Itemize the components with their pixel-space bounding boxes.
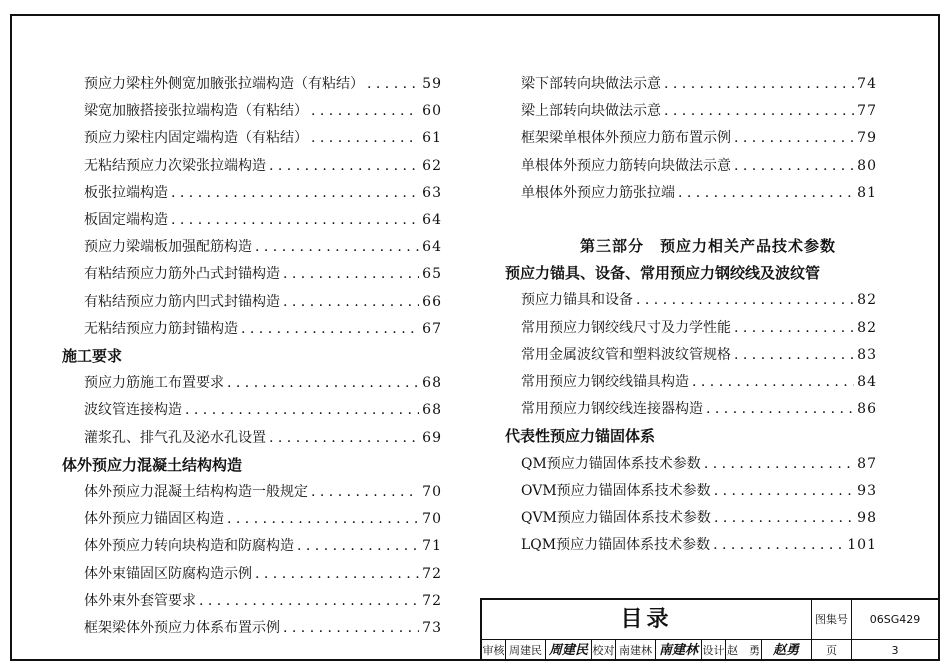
toc-entry-title: 有粘结预应力筋内凹式封锚构造: [84, 293, 280, 310]
dot-leader: [283, 292, 419, 312]
toc-entry: [505, 101, 877, 121]
dot-leader: [713, 535, 844, 555]
toc-entry-page: 72: [422, 565, 442, 582]
toc-entry: [62, 564, 442, 584]
dot-leader: [692, 372, 854, 392]
toc-entry: [505, 454, 877, 474]
toc-entry-page: 67: [422, 320, 442, 337]
toc-entry-page: 71: [422, 538, 442, 555]
toc-entry-page: 86: [857, 401, 877, 418]
toc-entry-title: 体外预应力混凝土结构构造一般规定: [84, 484, 308, 500]
toc-entry-page: 62: [422, 157, 442, 174]
toc-entry-page: 68: [422, 402, 442, 419]
toc-entry: [62, 292, 442, 312]
dot-leader: [255, 237, 419, 257]
dot-leader: [283, 264, 419, 284]
toc-entry-title: 常用预应力钢绞线尺寸及力学性能: [521, 319, 731, 336]
toc-entry-title: 预应力筋施工布置要求: [84, 375, 224, 392]
atlas-label: 图集号: [812, 600, 852, 640]
toc-entry-page: 80: [857, 157, 877, 174]
toc-entry: [62, 536, 442, 556]
toc-entry-title: 预应力梁端板加强配筋构造: [84, 239, 252, 256]
dot-leader: [241, 319, 419, 339]
toc-entry-title: 梁宽加腋搭接张拉端构造（有粘结）: [84, 103, 308, 120]
dot-leader: [714, 508, 854, 528]
dot-leader: [269, 428, 419, 448]
toc-entry-page: 74: [857, 76, 877, 92]
toc-entry: [505, 290, 877, 310]
toc-entry: [62, 400, 442, 420]
toc-entry-page: 64: [422, 239, 442, 256]
dot-leader: [171, 210, 419, 230]
toc-entry-title: 预应力梁柱内固定端构造（有粘结）: [84, 130, 308, 147]
page-label: 页: [812, 640, 852, 661]
dot-leader: [734, 318, 854, 338]
designer-signature: 赵勇: [772, 643, 799, 658]
toc-entry: [505, 318, 877, 338]
reviewer-name: 周建民: [506, 640, 546, 661]
toc-entry: [62, 210, 442, 230]
toc-entry-page: 77: [857, 103, 877, 120]
section-heading: 代表性预应力锚固体系: [505, 427, 656, 446]
toc-entry-title: QM预应力锚固体系技术参数: [521, 455, 701, 472]
section-heading: 体外预应力混凝土结构构造: [62, 455, 243, 474]
toc-entry: [505, 508, 877, 528]
checker-signature: 南建林: [656, 640, 702, 661]
part-heading: 第三部分 预应力相关产品技术参数: [580, 237, 837, 255]
toc-entry-title: 板固定端构造: [84, 212, 168, 228]
toc-entry-title: 预应力梁柱外侧宽加腋张拉端构造（有粘结）: [84, 76, 364, 92]
toc-entry-page: 64: [422, 212, 442, 228]
toc-entry-title: 梁上部转向块做法示意: [521, 103, 661, 120]
review-label: 审核: [482, 640, 506, 661]
dot-leader: [199, 591, 419, 611]
dot-leader: [311, 101, 419, 121]
toc-entry: [62, 101, 442, 121]
dot-leader: [283, 618, 419, 638]
section-heading: 预应力锚具、设备、常用预应力钢绞线及波纹管: [505, 264, 821, 283]
toc-entry-page: 83: [857, 346, 877, 363]
toc-entry-title: 体外预应力转向块构造和防腐构造: [84, 538, 294, 555]
designer-name: 赵 勇: [726, 640, 762, 661]
toc-entry-title: 预应力锚具和设备: [521, 292, 633, 309]
toc-entry-page: 66: [422, 293, 442, 310]
dot-leader: [664, 74, 854, 94]
checker-name: 南建林: [616, 640, 656, 661]
toc-entry: [505, 399, 877, 419]
toc-entry: [62, 156, 442, 176]
toc-entry-page: 59: [422, 76, 442, 92]
toc-entry-page: 98: [857, 510, 877, 526]
toc-entry: [505, 535, 877, 555]
toc-entry: [62, 237, 442, 257]
toc-entry-title: 无粘结预应力筋封锚构造: [84, 320, 238, 337]
toc-entry: [62, 509, 442, 529]
toc-entry-page: 72: [422, 592, 442, 609]
toc-entry-page: 70: [422, 484, 442, 500]
dot-leader: [185, 400, 419, 420]
toc-entry-title: 单根体外预应力筋张拉端: [521, 184, 675, 201]
toc-entry-title: 框架梁单根体外预应力筋布置示例: [521, 130, 731, 147]
toc-entry: [505, 183, 877, 203]
dot-leader: [714, 481, 854, 501]
toc-entry-title: 有粘结预应力筋外凸式封锚构造: [84, 266, 280, 283]
toc-entry-title: QVM预应力锚固体系技术参数: [521, 510, 711, 526]
dot-leader: [664, 101, 854, 121]
page-number: 3: [891, 644, 899, 657]
toc-entry-title: 常用预应力钢绞线连接器构造: [521, 401, 703, 418]
dot-leader: [297, 536, 419, 556]
reviewer-signature: 周建民: [546, 640, 592, 661]
dot-leader: [227, 509, 419, 529]
toc-entry-title: 框架梁体外预应力体系布置示例: [84, 620, 280, 636]
design-label: 设计: [702, 640, 726, 661]
toc-entry-page: 69: [422, 429, 442, 446]
dot-leader: [171, 183, 419, 203]
toc-entry-page: 79: [857, 130, 877, 147]
dot-leader: [636, 290, 854, 310]
dot-leader: [734, 156, 854, 176]
toc-entry-page: 93: [857, 482, 877, 499]
toc-entry: [505, 345, 877, 365]
toc-entry: [62, 128, 442, 148]
atlas-number: 06SG429: [852, 600, 938, 640]
toc-entry-page: 65: [422, 266, 442, 283]
toc-entry-title: 常用金属波纹管和塑料波纹管规格: [521, 346, 731, 363]
dot-leader: [255, 564, 419, 584]
dot-leader: [734, 345, 854, 365]
toc-entry-title: 无粘结预应力次梁张拉端构造: [84, 157, 266, 174]
title-block: [480, 598, 940, 661]
toc-entry-title: LQM预应力锚固体系技术参数: [521, 537, 711, 554]
toc-entry: [505, 156, 877, 176]
dot-leader: [706, 399, 854, 419]
dot-leader: [704, 454, 854, 474]
toc-entry-page: 101: [847, 537, 877, 554]
section-heading: 施工要求: [62, 347, 123, 365]
dot-leader: [311, 482, 419, 502]
dot-leader: [227, 373, 419, 393]
dot-leader: [311, 128, 419, 148]
toc-entry: [505, 74, 877, 94]
toc-entry: [62, 319, 442, 339]
toc-entry-page: 60: [422, 103, 442, 120]
toc-entry-title: 常用预应力钢绞线锚具构造: [521, 374, 689, 390]
toc-entry: [505, 128, 877, 148]
toc-entry-title: 体外束锚固区防腐构造示例: [84, 565, 252, 582]
toc-entry-page: 61: [422, 130, 442, 147]
toc-entry-title: 板张拉端构造: [84, 184, 168, 201]
toc-entry-title: OVM预应力锚固体系技术参数: [521, 482, 711, 499]
toc-entry: [62, 373, 442, 393]
toc-entry-page: 82: [857, 319, 877, 336]
toc-entry: [62, 428, 442, 448]
toc-entry: [62, 618, 442, 638]
toc-entry: [62, 482, 442, 502]
toc-entry-page: 73: [422, 620, 442, 636]
toc-entry: [505, 372, 877, 392]
dot-leader: [367, 74, 419, 94]
toc-entry-page: 87: [857, 455, 877, 472]
toc-entry-page: 84: [857, 374, 877, 390]
toc-entry-title: 体外预应力锚固区构造: [84, 511, 224, 528]
dot-leader: [269, 156, 419, 176]
toc-entry: [62, 591, 442, 611]
toc-entry-title: 波纹管连接构造: [84, 402, 182, 419]
toc-entry-title: 体外束外套管要求: [84, 592, 196, 609]
toc-entry: [62, 183, 442, 203]
toc-entry: [62, 264, 442, 284]
toc-entry-title: 梁下部转向块做法示意: [521, 76, 661, 92]
toc-entry: [62, 74, 442, 94]
toc-entry-page: 82: [857, 292, 877, 309]
toc-entry-title: 灌浆孔、排气孔及泌水孔设置: [84, 429, 266, 446]
dot-leader: [678, 183, 854, 203]
document-title: 目录: [482, 600, 812, 640]
signature-row: [482, 640, 812, 661]
check-label: 校对: [592, 640, 616, 661]
toc-entry-page: 81: [857, 184, 877, 201]
toc-entry-page: 68: [422, 375, 442, 392]
toc-entry-title: 单根体外预应力筋转向块做法示意: [521, 157, 731, 174]
dot-leader: [734, 128, 854, 148]
toc-entry-page: 70: [422, 511, 442, 528]
toc-entry-page: 63: [422, 184, 442, 201]
toc-entry: [505, 481, 877, 501]
